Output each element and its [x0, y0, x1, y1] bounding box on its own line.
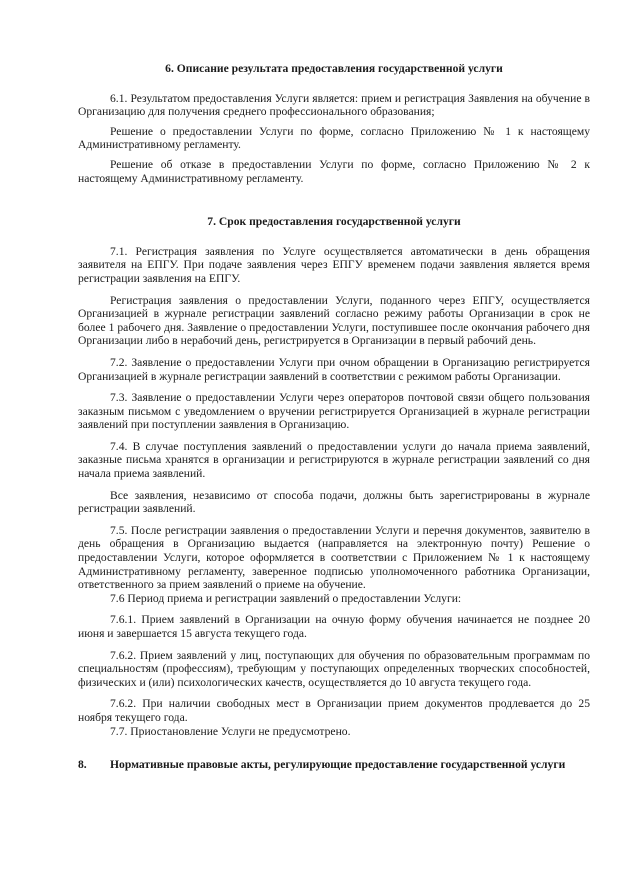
- paragraph-6-1-refusal: Решение об отказе в предоставлении Услуги по форме, согласно Приложению № 2 к настоящему Административному регламенту.: [78, 157, 590, 185]
- paragraph-7-3: 7.3. Заявление о предоставлении Услуги через операторов почтовой связи общего пользования заказным письмом с уведомлением о вручении регистрируется Организацией в журнале регистрации заявлений при поступлении заявления в Организацию.: [78, 391, 590, 432]
- paragraph-7-6-1: 7.6.1. Прием заявлений в Организации на очную форму обучения начинается не позднее 20 июня и завершается 15 августа текущего года.: [78, 613, 590, 640]
- paragraph-6-1: 6.1. Результатом предоставления Услуги является: прием и регистрация Заявления на обучение в Организацию для получения среднего профессионального образования;: [78, 91, 590, 119]
- paragraph-7-6-2-extension: 7.6.2. При наличии свободных мест в Организации прием документов продлевается до 25 ноября текущего года.: [78, 697, 590, 724]
- paragraph-7-2: 7.2. Заявление о предоставлении Услуги при очном обращении в Организацию регистрируется Организацией в журнале регистрации заявлений в соответствии с режимом работы Организации.: [78, 355, 590, 383]
- document-page: [78, 62, 590, 772]
- paragraph-7-6-2: 7.6.2. Прием заявлений у лиц, поступающих для обучения по образовательным программам по специальностям (профессиям), требующим у поступающих определенных творческих способностей, физических и (или) психологических качеств, осуществляется до 10 августа текущего года.: [78, 648, 590, 689]
- paragraph-7-1-registration: Регистрация заявления о предоставлении Услуги, поданного через ЕПГУ, осуществляется Организацией в журнале регистрации заявлений согласно режиму работы Организации в срок не более 1 рабочего дня. Заявление о предоставлении Услуги, поступившее после окончания рабочего дня Организации либо в нерабочий день, регистрируется в Организации в первый рабочий день.: [78, 293, 590, 348]
- paragraph-7-6: 7.6 Период приема и регистрации заявлений о предоставлении Услуги:: [110, 591, 462, 605]
- paragraph-7-5: 7.5. После регистрации заявления о предоставлении Услуги и перечня документов, заявителю в день обращения в Организацию выдается (направляется на электронную почту) Решение о предоставлении Услуги, которое оформляется в соответствии с Приложением № 1 к настоящему Административному регламенту, заверенное подписью уполномоченного работника Организации, ответственного за прием заявлений о приеме на обучение.: [78, 523, 590, 592]
- section-6-heading: 6. Описание результата предоставления государственной услуги: [165, 62, 503, 75]
- section-8-title: Нормативные правовые акты, регулирующие предоставление государственной услуги: [110, 758, 566, 772]
- paragraph-7-4-all-applications: Все заявления, независимо от способа подачи, должны быть зарегистрированы в журнале регистрации заявлений.: [78, 488, 590, 516]
- paragraph-6-1-decision: Решение о предоставлении Услуги по форме, согласно Приложению № 1 к настоящему Административному регламенту.: [78, 124, 590, 152]
- paragraph-7-4: 7.4. В случае поступления заявлений о предоставлении услуги до начала приема заявлений, заказные письма хранятся в организации и регистрируются в журнале регистрации заявлений со дня начала приема заявлений.: [78, 439, 590, 481]
- paragraph-7-1: 7.1. Регистрация заявления по Услуге осуществляется автоматически в день обращения заявителя на ЕПГУ. При подаче заявления через ЕПГУ временем подачи заявления является время регистрации заявления на ЕПГУ.: [78, 244, 590, 285]
- paragraph-7-7: 7.7. Приостановление Услуги не предусмотрено.: [110, 724, 351, 738]
- section-8-number: 8.: [78, 758, 87, 772]
- section-8-heading: [78, 758, 590, 772]
- section-7-heading: 7. Срок предоставления государственной услуги: [207, 215, 461, 229]
